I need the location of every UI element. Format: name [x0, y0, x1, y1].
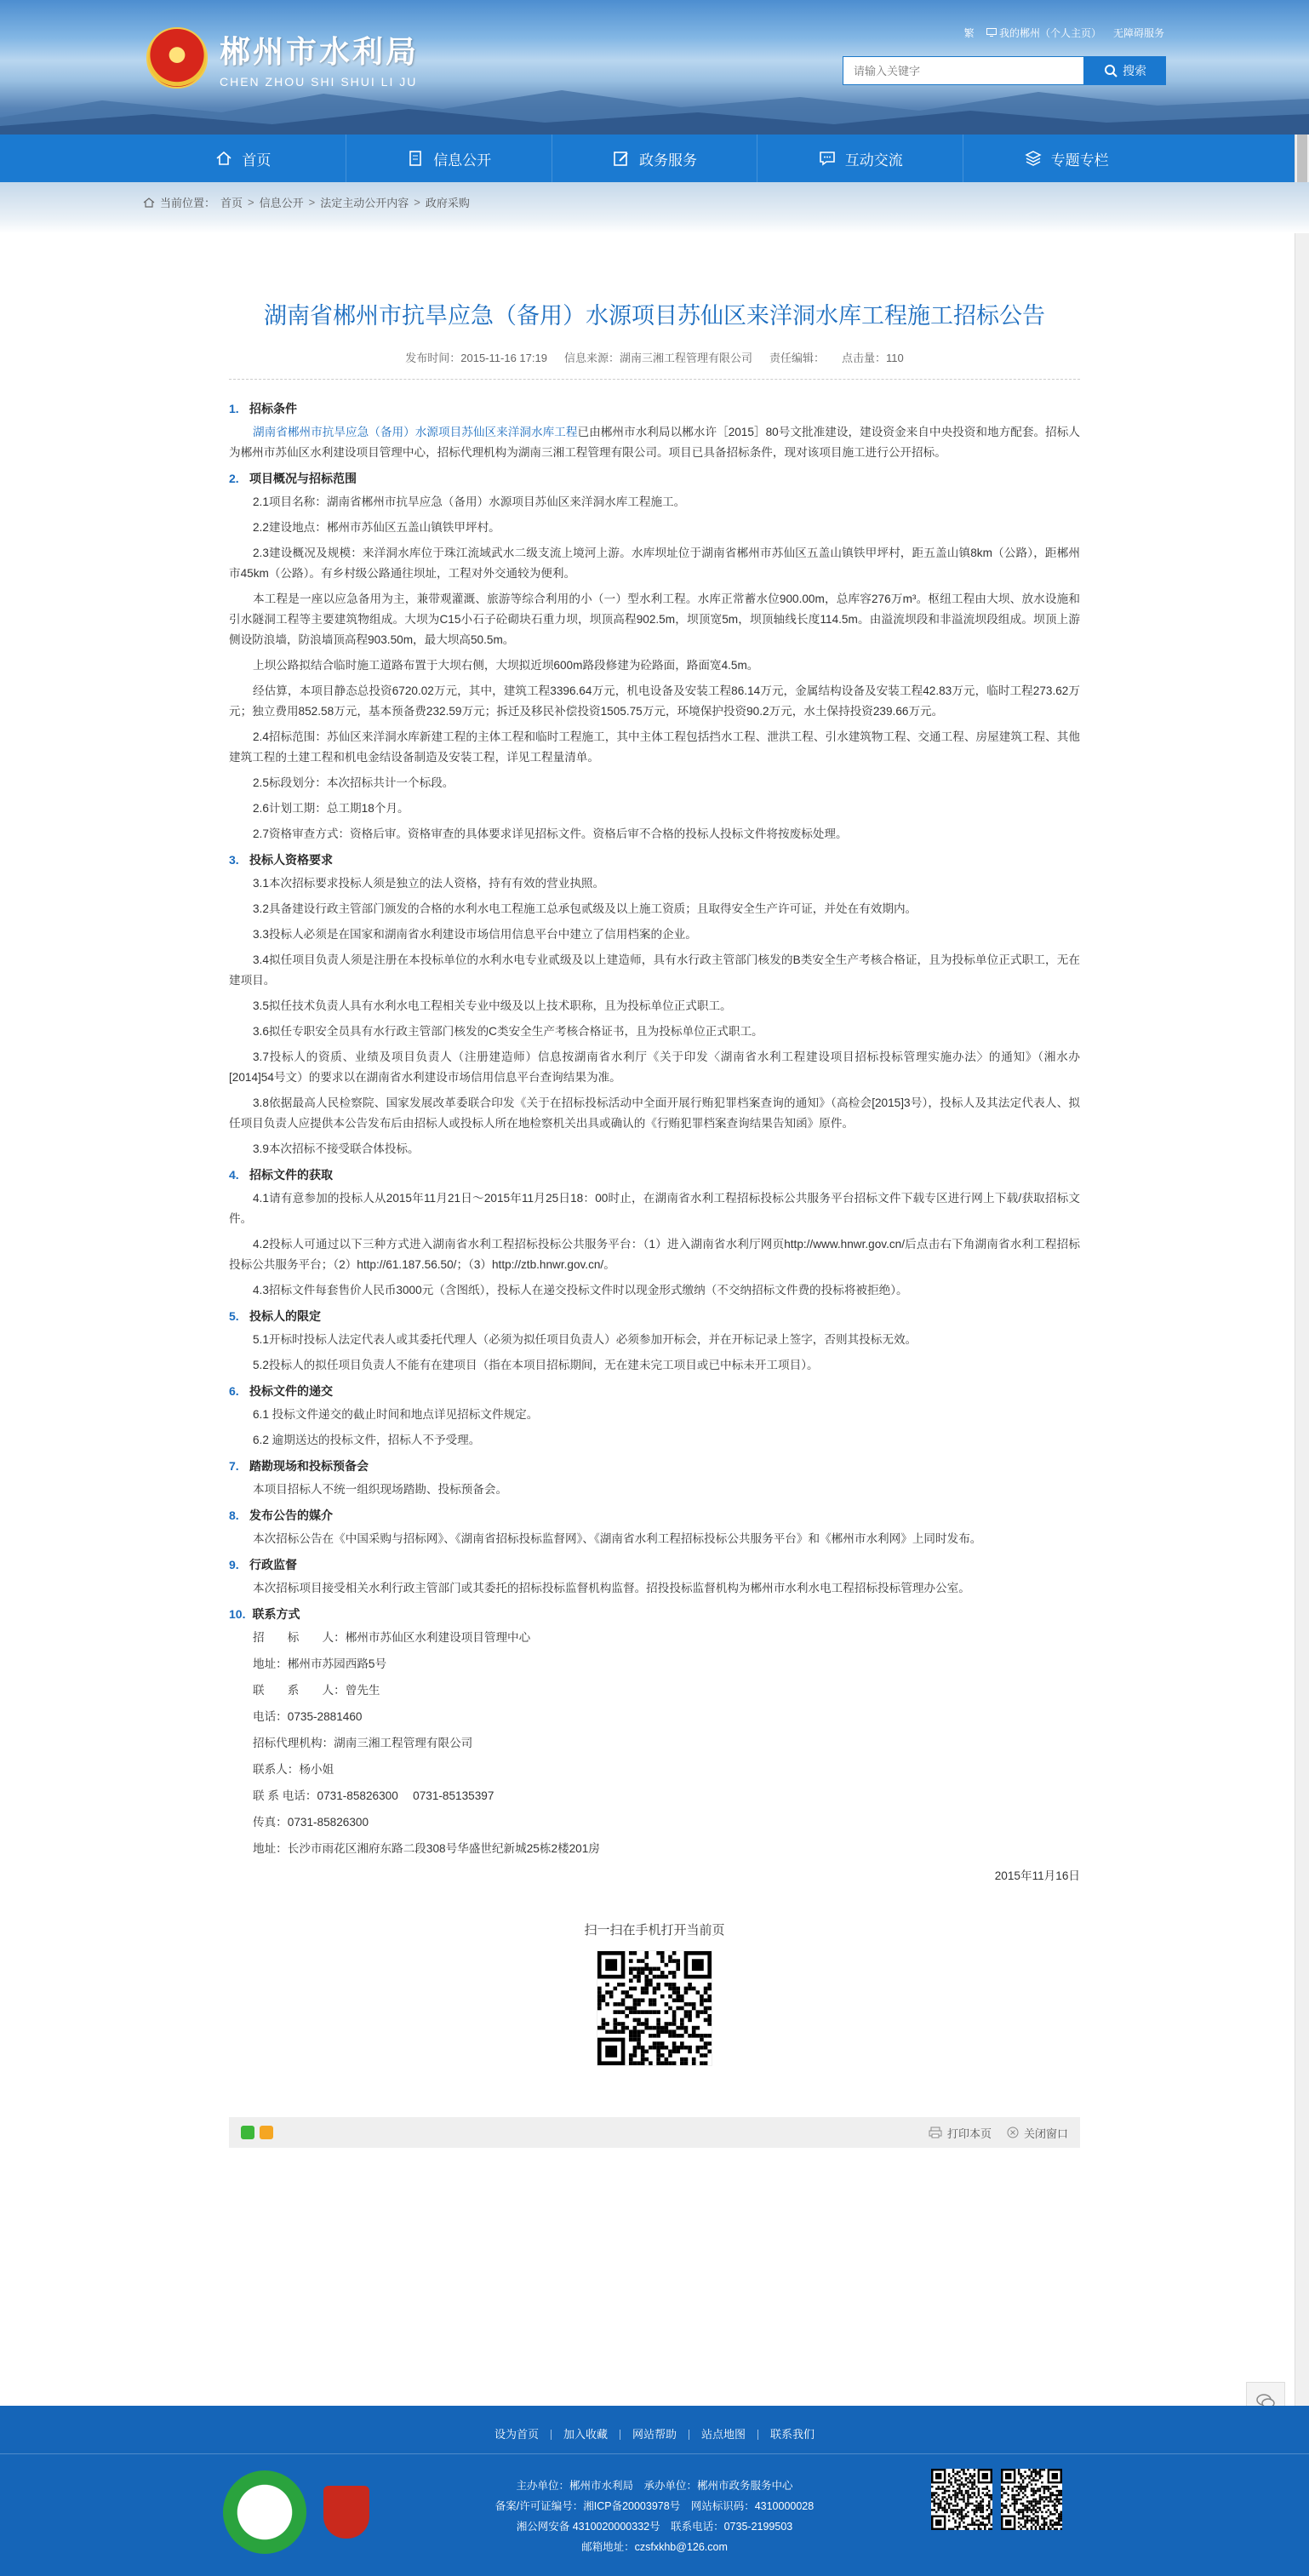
paragraph: 3.2具备建设行政主管部门颁发的合格的水利水电工程施工总承包贰级及以上施工资质；且取得安全生产许可证，并处在有效期内。	[253, 902, 917, 915]
site-footer	[0, 2406, 1309, 2576]
edit-icon	[612, 149, 631, 168]
wechat-share-icon[interactable]	[241, 2126, 254, 2139]
footer-qr-code	[931, 2469, 992, 2530]
weibo-share-icon[interactable]	[260, 2126, 273, 2139]
share-bar	[229, 2117, 1080, 2148]
paragraph: 本次招标项目接受相关水利行政主管部门或其委托的招标投标监督机构监督。招投投标监督机构为郴州市水利水电工程招标投标管理办公室。	[253, 1582, 970, 1594]
section-heading: 4. 招标文件的获取	[229, 1168, 333, 1182]
traditional-chinese-link[interactable]: 繁	[963, 27, 975, 39]
main-nav	[0, 135, 1309, 182]
contact-line: 地址：郴州市苏园西路5号	[253, 1657, 387, 1670]
paragraph: 3.7投标人的资质、业绩及项目负责人（注册建造师）信息按湖南省水利厅《关于印发〈湖南省水利工程建设项目招标投标管理实施办法〉的通知》（湘水办[2014]54号文）的要求以在湖南省水利建设市场信用信息平台查询结果为准。	[229, 1050, 1080, 1084]
paragraph: 本次招标公告在《中国采购与招标网》、《湖南省招标投标监督网》、《湖南省水利工程招标投标公共服务平台》和《郴州市水利网》上同时发布。	[253, 1532, 982, 1545]
footer-links	[0, 2430, 1309, 2440]
section-5-list	[229, 1330, 1080, 1376]
monitor-icon	[986, 28, 997, 37]
section-2-list	[229, 492, 1080, 844]
footer-link-favorite[interactable]: 加入收藏	[552, 2430, 620, 2440]
chat-icon	[818, 149, 837, 168]
breadcrumb	[143, 194, 470, 210]
section-heading: 10. 联系方式	[229, 1607, 300, 1621]
paragraph: 6.1 投标文件递交的截止时间和地点详见招标文件规定。	[253, 1408, 539, 1421]
breadcrumb-separator: >	[308, 196, 316, 209]
paragraph: 4.1请有意参加的投标人从2015年11月21日～2015年11月25日18：00时止，在湖南省水利工程招标投标公共服务平台招标文件下载专区进行网上下载/获取招标文件。	[229, 1192, 1080, 1225]
publish-time: 发布时间：2015-11-16 17:19	[405, 352, 547, 364]
paragraph: 本工程是一座以应急备用为主，兼带观灌溉、旅游等综合利用的小（一）型水利工程。水库正常蓄水位900.00m，总库容276万m³。枢纽工程由大坝、放水设施和引水隧洞工程等主要建筑物组成。大坝为C15小石子砼砌块石重力坝，坝顶高程902.5m，坝顶宽5m，坝顶轴线长度114.5m。由溢流坝段和非溢流坝段组成。坝顶上游侧设防浪墙，防浪墙顶高程903.50m，最大坝高50.5m。	[229, 592, 1080, 646]
paragraph: 3.1本次招标要求投标人须是独立的法人资格，持有有效的营业执照。	[253, 877, 605, 890]
site-name-en: CHEN ZHOU SHI SHUI LI JU	[220, 74, 418, 89]
layers-icon	[1024, 149, 1043, 168]
paragraph: 4.2投标人可通过以下三种方式进入湖南省水利工程招标投标公共服务平台：（1）进入湖南省水利厅网页http://www.hnwr.gov.cn/后点击右下角湖南省水利工程招标投标公共服务平台；（2）http://61.187.56.50/；（3）http://ztb.hnwr.gov.cn/。	[229, 1238, 1080, 1271]
contact-list	[229, 1628, 1080, 1859]
paragraph: 2.5标段划分：本次招标共计一个标段。	[253, 776, 454, 789]
top-links	[964, 26, 1164, 40]
paragraph: 上坝公路拟结合临时施工道路布置于大坝右侧，大坝拟近坝600m路段修建为砼路面，路面宽4.5m。	[253, 659, 759, 672]
section-heading: 8. 发布公告的媒介	[229, 1508, 333, 1522]
paragraph: 3.9本次招标不接受联合体投标。	[253, 1142, 420, 1155]
site-logo[interactable]	[146, 27, 419, 89]
article-title: 湖南省郴州市抗旱应急（备用）水源项目苏仙区来洋洞水库工程施工招标公告	[264, 303, 1045, 329]
contact-line: 招 标 人：郴州市苏仙区水利建设项目管理中心	[253, 1631, 531, 1644]
print-button[interactable]: 打印本页	[929, 2125, 992, 2141]
search-box	[843, 56, 1166, 85]
section-7-list	[229, 1480, 1080, 1500]
close-icon	[1007, 2127, 1019, 2138]
qr-caption: 扫一扫在手机打开当前页	[584, 1923, 725, 1938]
footer-link-contact[interactable]: 联系我们	[770, 2428, 815, 2441]
contact-line: 招标代理机构：湖南三湘工程管理有限公司	[253, 1737, 473, 1749]
title-divider	[229, 379, 1080, 380]
paragraph: 3.3投标人必须是在国家和湖南省水利建设市场信用信息平台中建立了信用档案的企业。	[253, 928, 697, 941]
site-header	[0, 0, 1309, 135]
paragraph: 3.8依据最高人民检察院、国家发展改革委联合印发《关于在招标投标活动中全面开展行贿犯罪档案查询的通知》（高检会[2015]3号），投标人及其法定代表人、拟任项目负责人应提供本公告发布后由招标人或投标人所在地检察机关出具或确认的《行贿犯罪档案查询结果告知函》原件。	[229, 1096, 1080, 1130]
paragraph: 2.2建设地点：郴州市苏仙区五盖山镇铁甲坪村。	[253, 521, 500, 534]
nav-item-topics[interactable]: 专题专栏	[963, 135, 1169, 182]
paragraph: 3.4拟任项目负责人须是注册在本投标单位的水利水电专业贰级及以上建造师，具有水行政主管部门核发的B类安全生产考核合格证，且为投标单位正式职工，无在建项目。	[229, 953, 1080, 987]
nav-item-services[interactable]: 政务服务	[552, 135, 758, 182]
paragraph: 2.4招标范围：苏仙区来洋洞水库新建工程的主体工程和临时工程施工，其中主体工程包括挡水工程、泄洪工程、引水建筑物工程、交通工程、房屋建筑工程、其他建筑工程的土建工程和机电金结设备制造及安装工程，详见工程量清单。	[229, 730, 1080, 764]
paragraph: 5.1开标时投标人法定代表人或其委托代理人（必须为拟任项目负责人）必须参加开标会，并在开标记录上签字，否则其投标无效。	[253, 1333, 917, 1346]
paragraph: 6.2 逾期送达的投标文件，招标人不予受理。	[253, 1434, 481, 1446]
search-button[interactable]: 搜索	[1084, 56, 1166, 85]
section-heading: 2. 项目概况与招标范围	[229, 472, 357, 485]
accessibility-link[interactable]: 无障碍服务	[1112, 27, 1164, 39]
nav-item-interaction[interactable]: 互动交流	[757, 135, 963, 182]
breadcrumb-item[interactable]: 首页	[220, 197, 243, 209]
printer-icon	[929, 2127, 942, 2138]
close-window-button[interactable]: 关闭窗口	[1007, 2125, 1068, 2141]
contact-line: 联 系 电话：0731-85826300 0731-85135397	[253, 1789, 494, 1802]
national-emblem-icon	[146, 27, 208, 89]
footer-link-set-home[interactable]: 设为首页	[483, 2430, 552, 2440]
breadcrumb-separator: >	[414, 196, 420, 209]
paragraph: 3.5拟任技术负责人具有水利水电工程相关专业中级及以上技术职称，且为投标单位正式职工。	[253, 999, 732, 1012]
contact-line: 联 系 人：曾先生	[253, 1684, 380, 1697]
section-8-list	[229, 1529, 1080, 1549]
footer-organizer: 主办单位：郴州市水利局 承办单位：郴州市政务服务中心	[516, 2480, 793, 2492]
home-icon	[214, 149, 233, 168]
footer-divider	[0, 2453, 1309, 2454]
contact-line: 地址：长沙市雨花区湘府东路二段308号华盛世纪新城25栋2楼201房	[253, 1842, 600, 1855]
section-9-list	[229, 1578, 1080, 1599]
nav-item-info[interactable]: 信息公开	[346, 135, 552, 182]
article-meta	[229, 349, 1080, 365]
nav-item-home[interactable]: 首页	[140, 135, 346, 182]
qr-area	[229, 1921, 1080, 2066]
breadcrumb-separator: >	[248, 196, 254, 209]
footer-email: 邮箱地址：czsfxkhb@126.com	[581, 2541, 728, 2553]
document-icon	[406, 149, 425, 168]
paragraph: 5.2投标人的拟任项目负责人不能有在建项目（指在本项目招标期间，无在建未完工项目或已中标未开工项目）。	[253, 1359, 819, 1371]
info-source: 信息来源：湖南三湘工程管理有限公司	[563, 352, 752, 364]
paragraph: 2.1项目名称：湖南省郴州市抗旱应急（备用）水源项目苏仙区来洋洞水库工程施工。	[253, 495, 686, 508]
section-heading: 7. 踏勘现场和投标预备会	[229, 1459, 369, 1473]
paragraph: 湖南省郴州市抗旱应急（备用）水源项目苏仙区来洋洞水库工程已由郴州市水利局以郴水许［2015］80号文批准建设，建设资金来自中央投资和地方配套。招标人为郴州市苏仙区水利建设项目管理中心，招标代理机构为湖南三湘工程管理有限公司。项目已具备招标条件，现对该项目施工进行公开招标。	[229, 426, 1081, 459]
paragraph: 2.6计划工期：总工期18个月。	[253, 802, 409, 815]
personal-homepage-link[interactable]: 我的郴州（个人主页）	[986, 26, 1101, 40]
search-icon	[1104, 64, 1118, 77]
site-name: 郴州市水利局	[220, 34, 420, 70]
click-count: 点击量：110	[841, 352, 904, 364]
paragraph: 2.3建设概况及规模：来洋洞水库位于珠江流域武水二级支流上境河上游。水库坝址位于湖南省郴州市苏仙区五盖山镇铁甲坪村，距五盖山镇8km（公路），距郴州市45km（公路）。有乡村级公路通往坝址，工程对外交通较为便利。	[229, 547, 1080, 580]
scrollbar[interactable]	[1295, 0, 1309, 2576]
banner-strip	[0, 182, 1309, 233]
footer-link-sitemap[interactable]: 站点地图	[689, 2430, 758, 2440]
section-heading: 5. 投标人的限定	[229, 1309, 321, 1323]
breadcrumb-label: 当前位置：	[160, 197, 216, 209]
section-heading: 3. 投标人资格要求	[229, 853, 333, 867]
article-content	[229, 398, 1080, 1886]
article	[229, 233, 1080, 2148]
search-input[interactable]	[843, 56, 1084, 85]
section-heading: 6. 投标文件的递交	[229, 1384, 333, 1398]
footer-qr-code	[1001, 2469, 1062, 2530]
section-3-list	[229, 873, 1080, 1159]
contact-line: 电话：0735-2881460	[253, 1710, 363, 1723]
paragraph: 经估算，本项目静态总投资6720.02万元，其中，建筑工程3396.64万元，机电设备及安装工程86.14万元，金属结构设备及安装工程42.83万元，临时工程273.62万元；独立费用852.58万元，基本预备费232.59万元；拆迁及移民补偿投资1505.75万元，环境保护投资90.2万元，水土保持投资239.66万元。	[229, 684, 1080, 718]
share-actions	[929, 2125, 1068, 2141]
contact-line: 传真：0731-85826300	[253, 1816, 369, 1829]
page-qr-code	[597, 1950, 712, 2066]
contact-line: 联系人：杨小姐	[253, 1763, 334, 1776]
breadcrumb-item[interactable]: 信息公开	[259, 197, 304, 209]
paragraph: 4.3招标文件每套售价人民币3000元（含图纸），投标人在递交投标文件时以现金形式缴纳（不交纳招标文件费的投标将被拒绝）。	[253, 1284, 908, 1297]
share-icons	[241, 2126, 273, 2139]
paragraph: 2.7资格审查方式：资格后审。资格审查的具体要求详见招标文件。资格后审不合格的投标人投标文件将按废标处理。	[253, 827, 848, 840]
editor: 责任编辑：	[769, 352, 825, 364]
publish-date: 2015年11月16日	[994, 1869, 1080, 1882]
project-link[interactable]: 湖南省郴州市抗旱应急（备用）水源项目苏仙区来洋洞水库工程	[253, 426, 578, 438]
footer-link-help[interactable]: 网站帮助	[620, 2430, 689, 2440]
footer-icp: 备案/许可证编号：湘ICP备20003978号 网站标识码：4310000028	[494, 2500, 815, 2512]
breadcrumb-item[interactable]: 法定主动公开内容	[320, 197, 409, 209]
home-icon	[143, 197, 155, 208]
footer-info	[0, 2476, 1309, 2557]
breadcrumb-item[interactable]: 政府采购	[425, 197, 470, 209]
section-4-list	[229, 1188, 1080, 1301]
section-heading: 9. 行政监督	[229, 1558, 297, 1571]
paragraph: 3.6拟任专职安全员具有水行政主管部门核发的C类安全生产考核合格证书，且为投标单位正式职工。	[253, 1025, 763, 1038]
paragraph: 本项目招标人不统一组织现场踏勘、投标预备会。	[253, 1483, 508, 1496]
footer-police-record: 湘公网安备 4310020000332号 联系电话：0735-2199503	[516, 2521, 793, 2533]
section-6-list	[229, 1405, 1080, 1451]
section-heading: 1. 招标条件	[229, 402, 297, 415]
